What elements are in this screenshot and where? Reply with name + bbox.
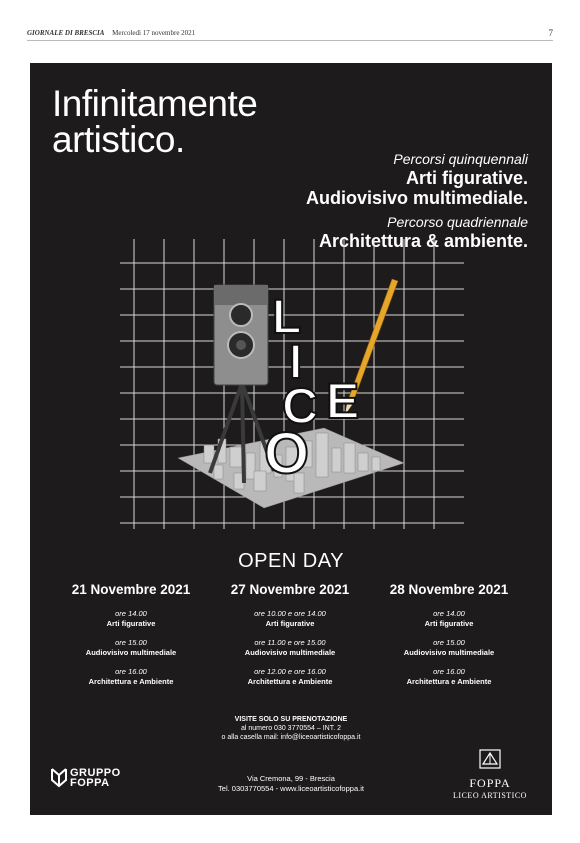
logo-right-line2: LICEO ARTISTICO (453, 791, 527, 800)
slot-time: ore 16.00 (433, 667, 465, 676)
day-date: 27 Novembre 2021 (230, 582, 350, 597)
day-date: 21 Novembre 2021 (71, 582, 191, 597)
booking-mail: o alla casella mail: info@liceoartisticofoppa.it (221, 734, 361, 741)
day-column-3 (362, 582, 536, 696)
publication-name: GIORNALE DI BRESCIA (27, 29, 105, 37)
page-number: 7 (548, 28, 553, 38)
letter-i: I (289, 336, 303, 389)
slot-name: Architettura e Ambiente (406, 677, 492, 686)
slot-name: Arti figurative (424, 619, 474, 628)
address: Via Cremona, 99 - Brescia (247, 774, 335, 783)
day-column-2 (203, 582, 377, 696)
advertisement (30, 63, 552, 815)
letter-e: E (326, 373, 360, 429)
foppa-liceo-logo (450, 749, 530, 800)
slot-name: Architettura e Ambiente (247, 677, 333, 686)
camera-icon (214, 285, 268, 385)
open-day-title: OPEN DAY (238, 550, 344, 572)
foppa-emblem-icon (479, 749, 501, 769)
course1-item1: Arti figurative. (405, 168, 528, 188)
course1-label: Percorsi quinquennali (393, 151, 528, 167)
slot-time: ore 16.00 (115, 667, 147, 676)
logo-left-line1: GRUPPO (70, 767, 121, 779)
logo-right-line1: FOPPA (469, 776, 511, 790)
slot-time: ore 15.00 (115, 638, 147, 647)
slot-name: Audiovisivo multimediale (85, 648, 177, 657)
slot-time: ore 12.00 e ore 16.00 (254, 667, 326, 676)
letter-l: L (272, 291, 302, 344)
slot-name: Arti figurative (265, 619, 315, 628)
slot-name: Architettura e Ambiente (88, 677, 174, 686)
logo-left-line2: FOPPA (70, 777, 110, 789)
letter-o: O (264, 421, 310, 486)
booking-heading: VISITE SOLO SU PRENOTAZIONE (234, 716, 348, 723)
headline (52, 83, 258, 160)
contacts: Tel. 0303770554 - www.liceoartisticofoppa.it (218, 784, 364, 793)
day-date: 28 Novembre 2021 (389, 582, 509, 597)
course2-label: Percorso quadriennale (387, 214, 528, 230)
headline-line-1: Infinitamente (52, 83, 258, 124)
headline-line-2: artistico. (52, 119, 185, 160)
liceo-artwork (114, 233, 474, 533)
slot-time: ore 14.00 (433, 609, 465, 618)
course2-item1: Architettura & ambiente. (318, 231, 528, 251)
day-column-1 (44, 582, 218, 696)
header-rule (27, 40, 553, 41)
slot-name: Audiovisivo multimediale (244, 648, 336, 657)
slot-time: ore 10.00 e ore 14.00 (254, 609, 326, 618)
issue-date: Mercoledì 17 novembre 2021 (112, 29, 196, 37)
slot-name: Audiovisivo multimediale (403, 648, 495, 657)
booking-info (30, 715, 552, 742)
letter-c: C (282, 378, 319, 434)
slot-time: ore 11.00 e ore 15.00 (254, 638, 326, 647)
course1-item2: Audiovisivo multimediale. (305, 188, 528, 208)
slot-time: ore 15.00 (433, 638, 465, 647)
slot-time: ore 14.00 (115, 609, 147, 618)
booking-phone: al numero 030 3770554 – INT. 2 (240, 725, 341, 732)
slot-name: Arti figurative (106, 619, 156, 628)
